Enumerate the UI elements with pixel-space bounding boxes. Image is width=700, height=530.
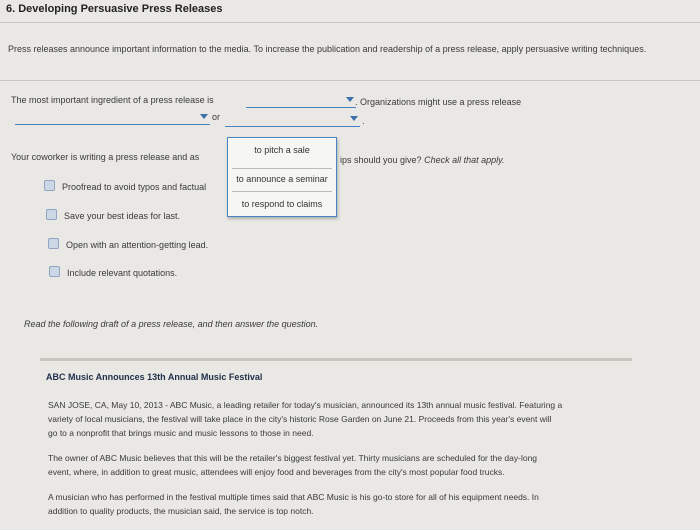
dropdown-divider [232, 168, 332, 169]
release-line: event, where, in addition to great music, attendees will enjoy food and beverages from the city's most popular food trucks. [48, 467, 505, 477]
section-divider [0, 80, 700, 81]
q2-prefix: Your coworker is writing a press release and as [11, 152, 200, 162]
q1-prefix: The most important ingredient of a press release is [11, 95, 214, 105]
q2-instruction: Check all that apply. [424, 155, 505, 165]
release-line: addition to quality products, the musician said, the service is top notch. [48, 506, 314, 516]
dropdown-option-respond-claims[interactable]: to respond to claims [241, 199, 323, 209]
release-paragraph-1 [48, 398, 638, 440]
release-paragraph-2 [48, 451, 638, 479]
release-paragraph-3 [48, 490, 638, 518]
q1-use-select-2[interactable] [225, 114, 360, 127]
release-line: go to a nonprofit that brings music and music lessons to those in need. [48, 428, 314, 438]
checkbox-label: Save your best ideas for last. [64, 211, 181, 221]
chevron-down-icon [200, 114, 208, 119]
q1-suffix: . Organizations might use a press release [355, 97, 522, 107]
q1-period: . [362, 116, 365, 126]
checkbox-icon[interactable] [48, 238, 59, 249]
q2-suffix-text: ips should you give? [340, 155, 422, 165]
page-title: 6. Developing Persuasive Press Releases [6, 3, 223, 15]
release-line: A musician who has performed in the festival multiple times said that ABC Music is his go-to store for all of his equipment needs. In [48, 492, 539, 502]
release-line: SAN JOSE, CA, May 10, 2013 - ABC Music, a leading retailer for today's musician, announced its 13th annual music festival. Featuring a [48, 400, 563, 410]
q1-ingredient-select[interactable] [246, 95, 356, 108]
intro-text: Press releases announce important information to the media. To increase the publication and readership of a press release, apply persuasive writing techniques. [8, 44, 647, 54]
checkbox-label: Open with an attention-getting lead. [66, 240, 209, 250]
release-divider [40, 358, 632, 361]
release-headline: ABC Music Announces 13th Annual Music Festival [46, 372, 263, 382]
release-line: variety of local musicians, the festival will take place in the city's historic Rose Garden on June 21. Proceeds from this year's event will [48, 414, 552, 424]
q1-or-label: or [212, 112, 221, 122]
title-divider [0, 22, 700, 23]
checkbox-list [44, 180, 244, 380]
dropdown-divider [232, 191, 332, 192]
chevron-down-icon [350, 116, 358, 121]
checkbox-icon[interactable] [46, 209, 57, 220]
read-prompt: Read the following draft of a press release, and then answer the question. [24, 319, 319, 329]
checkbox-icon[interactable] [49, 266, 60, 277]
checkbox-label: Proofread to avoid typos and factual [62, 182, 207, 192]
checkbox-icon[interactable] [44, 180, 55, 191]
dropdown-option-pitch-sale[interactable]: to pitch a sale [254, 145, 310, 155]
q1-use-select-1[interactable] [15, 112, 210, 125]
dropdown-option-announce-seminar[interactable]: to announce a seminar [236, 174, 328, 184]
release-line: The owner of ABC Music believes that this will be the retailer's biggest festival yet. Thirty musicians are scheduled for the day-long [48, 453, 538, 463]
dropdown-menu [227, 137, 337, 217]
q2-suffix [340, 155, 504, 165]
checkbox-label: Include relevant quotations. [67, 268, 178, 278]
chevron-down-icon [346, 97, 354, 102]
